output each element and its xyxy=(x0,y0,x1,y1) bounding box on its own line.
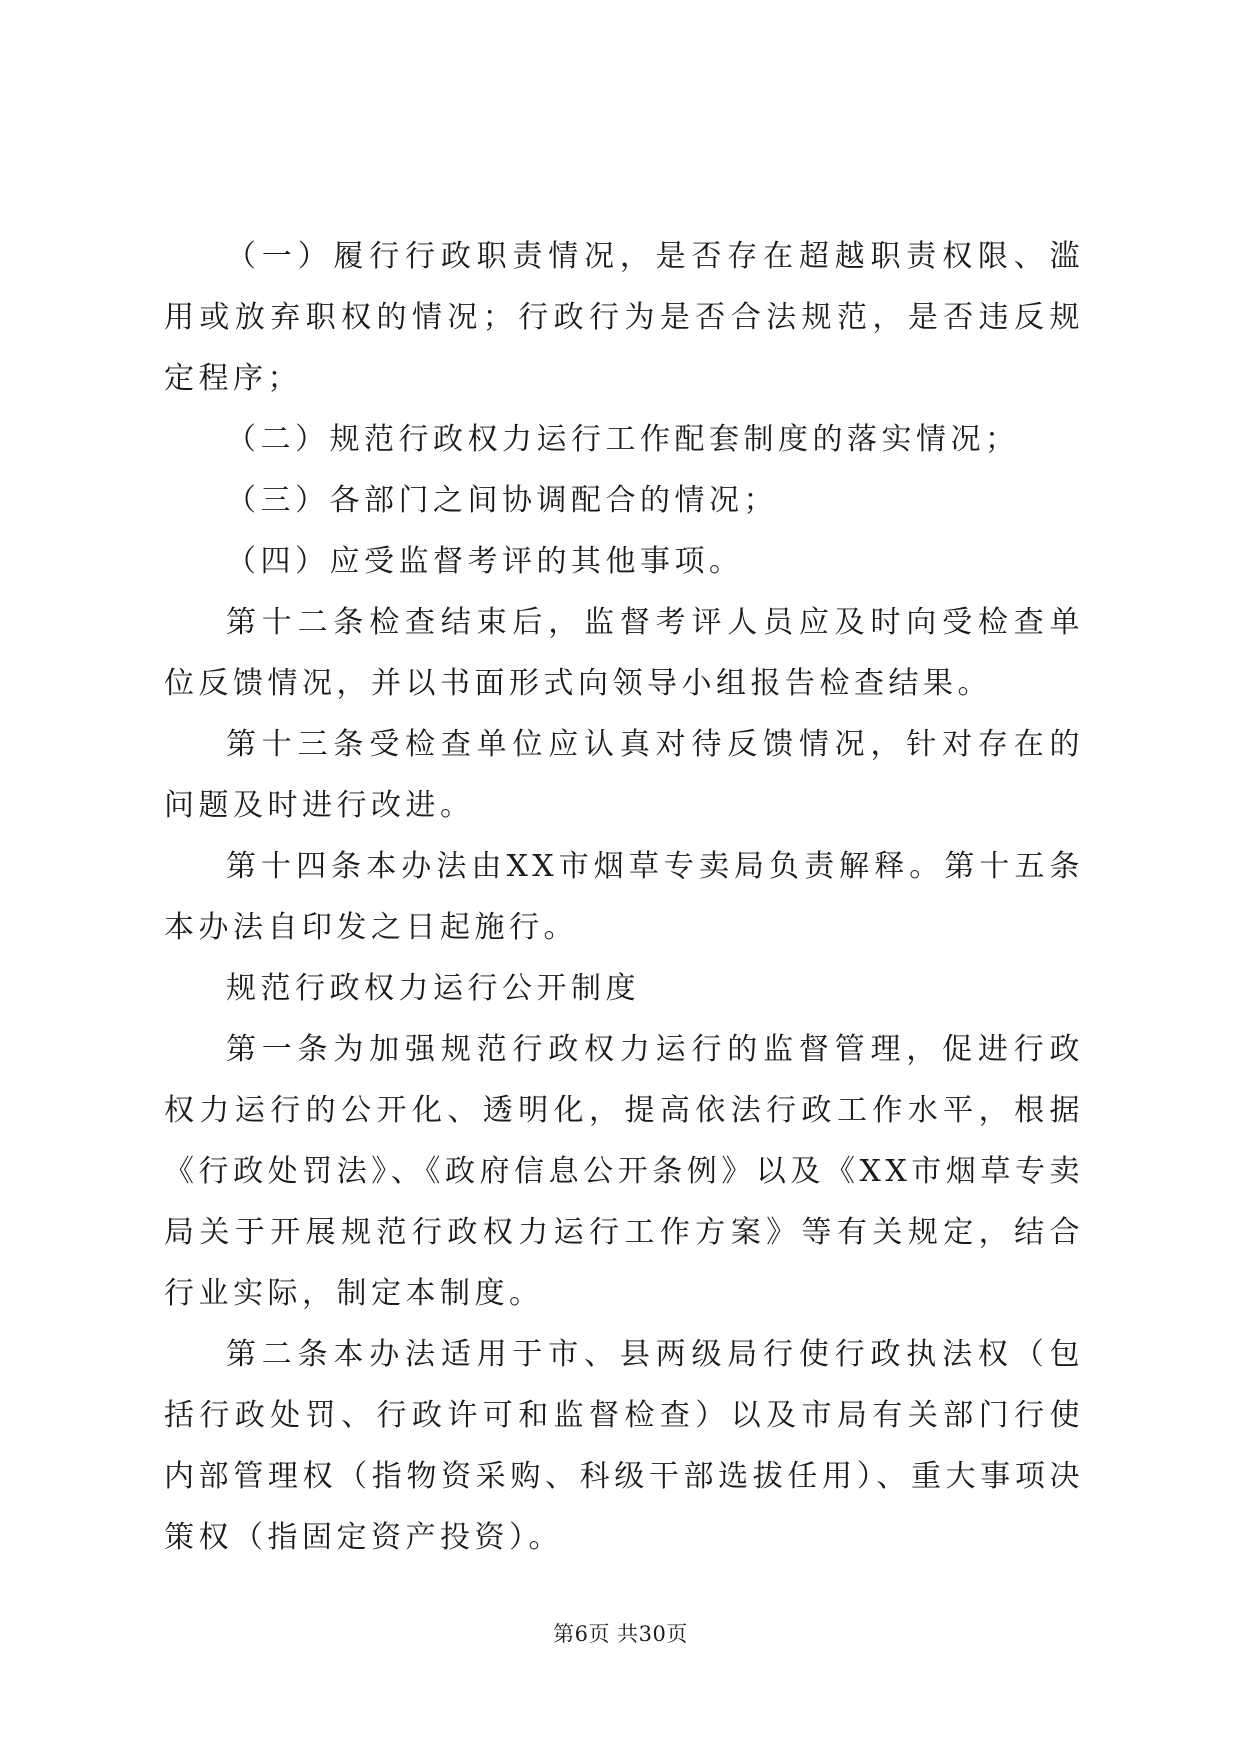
document-body xyxy=(164,226,1084,1568)
article-1-paragraph: 第一条为加强规范行政权力运行的监督管理，促进行政权力运行的公开化、透明化，提高依法行政工作水平，根据《行政处罚法》、《政府信息公开条例》以及《XX市烟草专卖局关于开展规范行政权力运行工作方案》等有关规定，结合行业实际，制定本制度。 xyxy=(164,1032,1084,1311)
article-2-paragraph: 第二条本办法适用于市、县两级局行使行政执法权（包括行政处罚、行政许可和监督检查）以及市局有关部门行使内部管理权（指物资采购、科级干部选拔任用）、重大事项决策权（指固定资产投资）。 xyxy=(164,1337,1084,1555)
article-13-paragraph: 第十三条受检查单位应认真对待反馈情况，针对存在的问题及时进行改进。 xyxy=(164,727,1084,823)
paragraph-item-3: （三）各部门之间协调配合的情况； xyxy=(226,483,778,518)
article-12-paragraph: 第十二条检查结束后，监督考评人员应及时向受检查单位反馈情况，并以书面形式向领导小组报告检查结果。 xyxy=(164,605,1084,701)
paragraph-item-1: （一）履行行政职责情况，是否存在超越职责权限、滥用或放弃职权的情况；行政行为是否合法规范，是否违反规定程序； xyxy=(164,239,1084,396)
paragraph-item-4: （四）应受监督考评的其他事项。 xyxy=(226,544,744,579)
page-footer xyxy=(0,1620,1241,1648)
article-14-15-paragraph: 第十四条本办法由XX市烟草专卖局负责解释。第十五条本办法自印发之日起施行。 xyxy=(164,849,1084,945)
page-number-label: 第6页 共30页 xyxy=(553,1622,688,1646)
section-heading: 规范行政权力运行公开制度 xyxy=(226,971,640,1006)
paragraph-item-2: （二）规范行政权力运行工作配套制度的落实情况； xyxy=(226,422,1020,457)
